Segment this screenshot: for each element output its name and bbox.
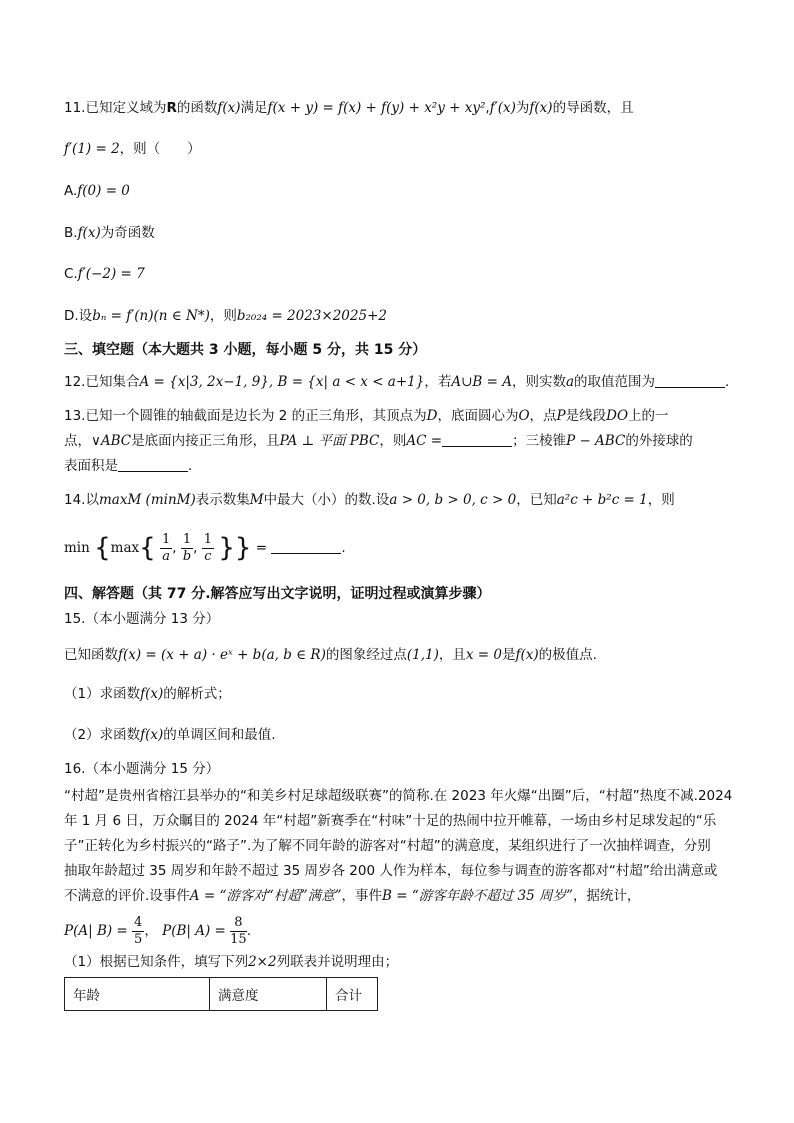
- q14-expression: min {max{ $\frac{1}{a}$ , $\frac{1}{b}$ , $\frac{1}{c}$ }} = .: [64, 531, 346, 564]
- q16-subquestion-1: （1）根据已知条件，填写下列2×2列联表并说明理由；: [64, 954, 399, 970]
- q13-line2: 点，∨ABC是底面内接正三角形，且PA ⊥ 平面 PBC，则AC = ；三棱锥P − ABC的外接球的: [64, 433, 693, 449]
- q16-probabilities: P(A| B) = $\frac{4}{5}$ ， P(B| A) = $\frac{8}{15}$ .: [64, 914, 251, 947]
- q13-line3: 表面积是 .: [64, 458, 193, 474]
- q11-line2: f′(1) = 2，则（ ）: [64, 141, 201, 157]
- q13-line1: 13.已知一个圆锥的轴截面是边长为 2 的正三角形，其顶点为D，底面圆心为O，点P是线段DO上的一: [64, 408, 669, 424]
- q15-subquestion-2: （2）求函数f(x)的单调区间和最值.: [64, 727, 276, 743]
- q14-line1: 14.以maxM (minM)表示数集M中最大（小）的数.设a > 0, b > 0, c > 0，已知a²c + b²c = 1，则: [64, 492, 675, 508]
- q16-paragraph-line4: 抽取年龄超过 35 周岁和年龄不超过 35 周岁各 200 人作为样本，每位参与调查的游客都对“村超”给出满意或: [64, 863, 718, 879]
- q11-option-d: D.设bₙ = f′(n)(n ∈ N*)，则b₂₀₂₄ = 2023×2025+2: [64, 308, 387, 324]
- q11-line1: 11.已知定义域为R的函数f(x)满足f(x + y) = f(x) + f(y) + x²y + xy²,f′(x)为f(x)的导函数，且: [64, 100, 634, 116]
- section-4-title: 四、解答题（其 77 分.解答应写出文字说明，证明过程或演算步骤）: [64, 586, 491, 602]
- q11-option-b: B.f(x)为奇函数: [64, 225, 155, 241]
- q12: 12.已知集合A = {x|3, 2x−1, 9}, B = {x| a < x < a+1}，若A∪B = A，则实数a的取值范围为 .: [64, 374, 730, 390]
- q16-paragraph-line5: 不满意的评价.设事件A = “游客对“村超”满意”，事件B = “游客年龄不超过 35 周岁”，据统计，: [64, 888, 641, 904]
- q15-subquestion-1: （1）求函数f(x)的解析式；: [64, 686, 231, 702]
- q16-paragraph-line1: “村超”是贵州省榕江县举办的“和美乡村足球超级联赛”的简称.在 2023 年火爆“出圈”后，“村超”热度不减.2024: [64, 788, 733, 804]
- q16-header: 16.（本小题满分 15 分）: [64, 761, 220, 777]
- q15-header: 15.（本小题满分 13 分）: [64, 611, 220, 627]
- section-3-title: 三、填空题（本大题共 3 小题，每小题 5 分，共 15 分）: [64, 342, 427, 358]
- q11-option-c: C.f′(−2) = 7: [64, 266, 145, 282]
- table-header-row: [65, 978, 378, 1011]
- q15-statement: 已知函数f(x) = (x + a) · eˣ + b(a, b ∈ R)的图象经过点(1,1)，且x = 0是f(x)的极值点.: [64, 647, 597, 663]
- q13-answer-blank-1: [442, 432, 512, 447]
- q14-answer-blank: [271, 539, 341, 554]
- q12-answer-blank: [655, 373, 725, 388]
- table-header-cell: 满意度: [210, 978, 327, 1011]
- q16-paragraph-line2: 年 1 月 6 日，万众瞩目的 2024 年“村超”新赛季在“村味”十足的热闹中拉开帷幕，一场由乡村足球发起的“乐: [64, 813, 717, 829]
- q11-option-a: A.f(0) = 0: [64, 183, 130, 199]
- table-header-cell: 年龄: [65, 978, 210, 1011]
- q13-answer-blank-2: [118, 457, 188, 472]
- table-header-cell: 合计: [327, 978, 378, 1011]
- contingency-table: [64, 977, 378, 1011]
- q16-paragraph-line3: 子”正转化为乡村振兴的“路子”.为了解不同年龄的游客对“村超”的满意度，某组织进行了一次抽样调查，分别: [64, 838, 711, 854]
